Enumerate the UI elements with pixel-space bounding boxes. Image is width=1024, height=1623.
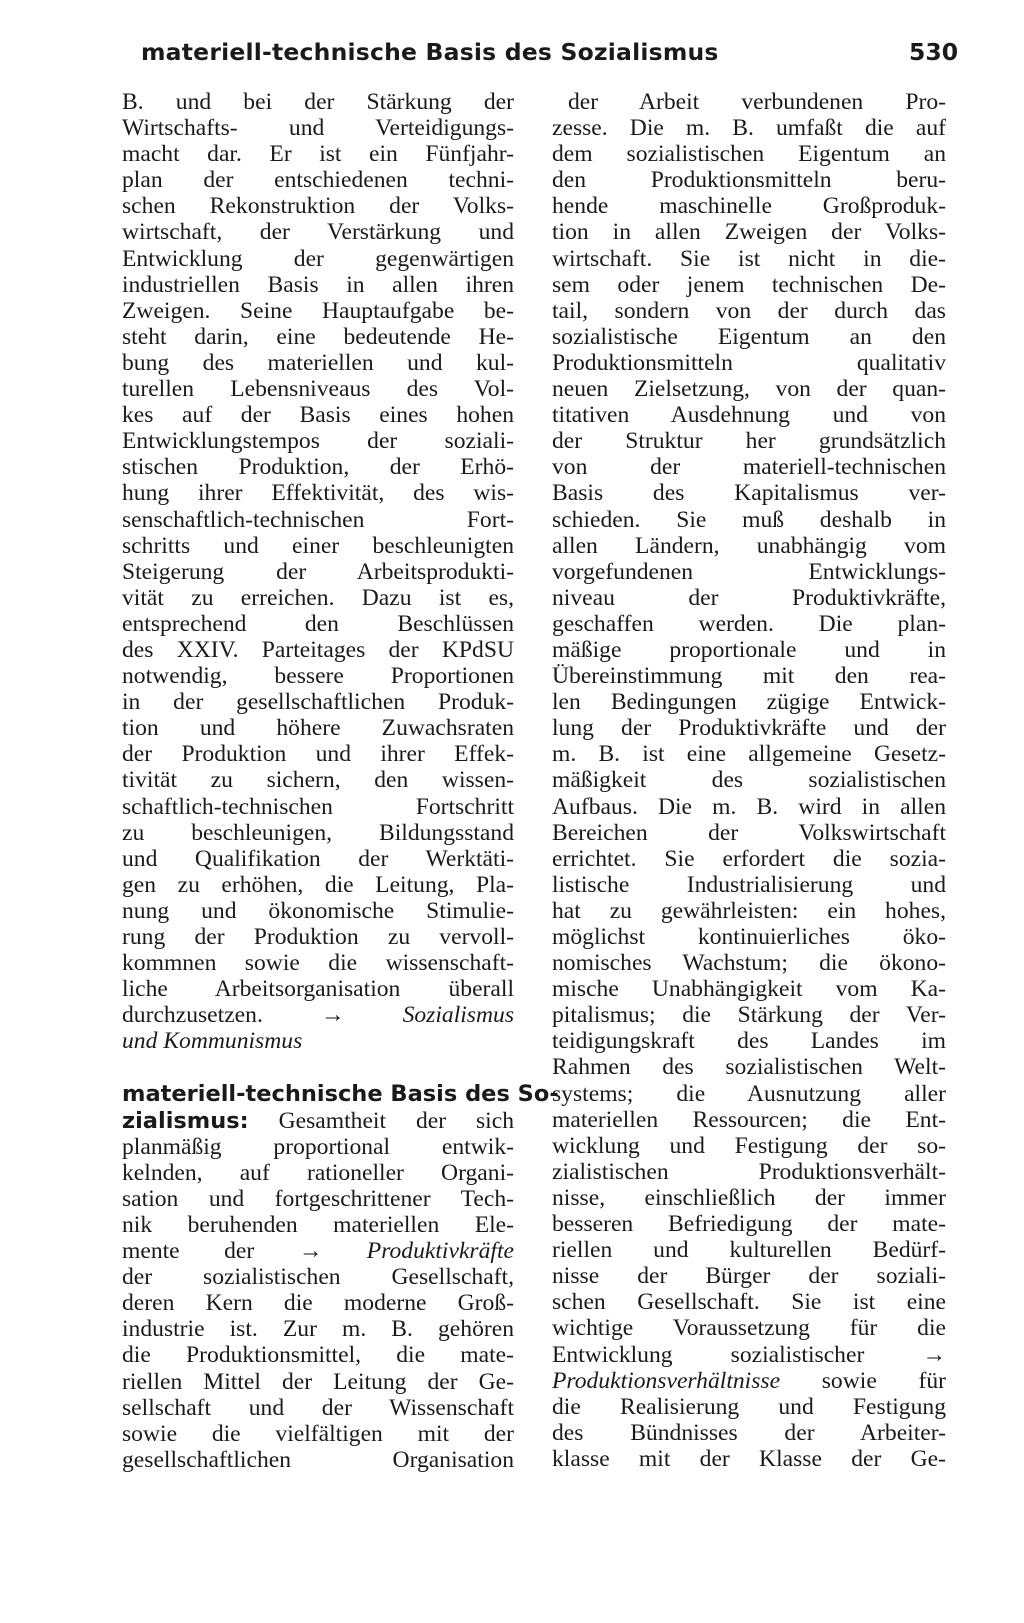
text-line: zialistischen Produktionsverhält- xyxy=(552,1158,946,1185)
text-line: systems; die Ausnutzung aller xyxy=(552,1080,946,1107)
text-line: zu beschleunigen, Bildungsstand xyxy=(122,819,514,846)
text-line: pitalismus; die Stärkung der Ver- xyxy=(552,1002,946,1029)
text-line: titativen Ausdehnung und von xyxy=(552,402,946,429)
text-line: errichtet. Sie erfordert die sozia- xyxy=(552,845,946,872)
text-line: kelnden, auf rationeller Organi- xyxy=(122,1159,514,1186)
text-line: deren Kern die moderne Groß- xyxy=(122,1290,514,1317)
text-line: sem oder jenem technischen De- xyxy=(552,271,946,298)
text-line: len Bedingungen zügige Entwick- xyxy=(552,689,946,716)
text-line: materiellen Ressourcen; die Ent- xyxy=(552,1106,946,1133)
line-text: durchzusetzen. xyxy=(122,1002,263,1029)
text-line: senschaftlich-technischen Fort- xyxy=(122,506,514,533)
text-line-with-xref xyxy=(552,1342,946,1368)
text-line: allen Ländern, unabhängig vom xyxy=(552,532,946,559)
cross-reference-arrow-icon: → xyxy=(922,1341,946,1368)
text-line: vität zu erreichen. Dazu ist es, xyxy=(122,584,514,611)
line-text: sowie für xyxy=(821,1367,946,1394)
text-line: die Produktionsmittel, die mate- xyxy=(122,1342,514,1369)
text-line: von der materiell-technischen xyxy=(552,454,946,481)
text-line: schieden. Sie muß deshalb in xyxy=(552,506,946,533)
page-number: 530 xyxy=(909,38,959,66)
text-line: zesse. Die m. B. umfaßt die auf xyxy=(552,115,946,142)
text-line: lung der Produktivkräfte und der xyxy=(552,715,946,742)
cross-reference-arrow-icon: → xyxy=(298,1238,323,1265)
text-line: schen Gesellschaft. Sie ist eine xyxy=(552,1289,946,1316)
text-line: mäßige proportionale und in xyxy=(552,636,946,663)
text-line: Entwicklung der gegenwärtigen xyxy=(122,245,514,272)
entry-headword: materiell-technische Basis des So- xyxy=(122,1081,559,1108)
text-line: nisse der Bürger der soziali- xyxy=(552,1263,946,1290)
text-line: Steigerung der Arbeitsprodukti- xyxy=(122,558,514,585)
text-line: teidigungskraft des Landes im xyxy=(552,1028,946,1055)
line-text: Gesamtheit der sich xyxy=(278,1107,514,1134)
text-line: sation und fortgeschrittener Tech- xyxy=(122,1185,514,1212)
text-line: tivität zu sichern, den wissen- xyxy=(122,767,514,794)
text-line: sellschaft und der Wissenschaft xyxy=(122,1394,514,1421)
text-line: wirtschaft, der Verstärkung und xyxy=(122,219,514,246)
text-line: mäßigkeit des sozialistischen xyxy=(552,767,946,794)
text-line: niveau der Produktivkräfte, xyxy=(552,584,946,611)
text-line: in der gesellschaftlichen Produk- xyxy=(122,689,514,716)
cross-reference-produktionsverhaeltnisse[interactable]: Produktionsverhältnisse xyxy=(552,1367,781,1394)
text-line: listische Industrialisierung und xyxy=(552,871,946,898)
text-line: hat zu gewährleisten: ein hohes, xyxy=(552,897,946,924)
text-line: Wirtschafts- und Verteidigungs- xyxy=(122,115,514,142)
text-line: möglichst kontinuierliches öko- xyxy=(552,924,946,950)
text-line: den Produktionsmitteln beru- xyxy=(552,167,946,194)
text-line: hende maschinelle Großproduk- xyxy=(552,193,946,220)
text-line: der sozialistischen Gesellschaft, xyxy=(122,1264,514,1291)
text-line: besseren Befriedigung der mate- xyxy=(552,1211,946,1238)
text-line: sowie die vielfältigen mit der xyxy=(122,1420,514,1447)
text-line: notwendig, bessere Proportionen xyxy=(122,663,514,690)
text-line: kommnen sowie die wissenschaft- xyxy=(122,950,514,977)
dictionary-entry xyxy=(122,1081,559,1473)
text-line: bung des materiellen und kul- xyxy=(122,349,514,376)
text-line: des Bündnisses der Arbeiter- xyxy=(552,1419,946,1446)
text-line: schen Rekonstruktion der Volks- xyxy=(122,193,514,220)
text-line: turellen Lebensniveaus des Vol- xyxy=(122,376,514,403)
text-line: vorgefundenen Entwicklungs- xyxy=(552,558,946,585)
text-line: kes auf der Basis eines hohen xyxy=(122,402,514,429)
text-line: sozialistische Eigentum an den xyxy=(552,323,946,350)
right-column xyxy=(552,89,946,1472)
text-line: schaftlich-technischen Fortschritt xyxy=(122,793,514,820)
text-line: nung und ökonomische Stimulie- xyxy=(122,897,514,924)
text-line xyxy=(122,1028,514,1054)
text-line: nomisches Wachstum; die ökono- xyxy=(552,950,946,977)
text-line: macht dar. Er ist ein Fünfjahr- xyxy=(122,141,514,168)
text-line: liche Arbeitsorganisation überall xyxy=(122,976,514,1003)
text-line: wirtschaft. Sie ist nicht in die- xyxy=(552,245,946,272)
entry-gap xyxy=(122,1054,514,1081)
text-line-with-xref xyxy=(122,1002,514,1028)
text-line: B. und bei der Stärkung der xyxy=(122,89,514,115)
cross-reference-kommunismus[interactable]: und Kommunismus xyxy=(122,1028,303,1055)
text-line: der Struktur her grundsätzlich xyxy=(552,428,946,455)
text-line: neuen Zielsetzung, von der quan- xyxy=(552,376,946,403)
text-line: wicklung und Festigung der so- xyxy=(552,1132,946,1159)
text-line: riellen und kulturellen Bedürf- xyxy=(552,1237,946,1264)
text-line: die Realisierung und Festigung xyxy=(552,1393,946,1420)
text-line: plan der entschiedenen techni- xyxy=(122,167,514,194)
text-line: industriellen Basis in allen ihren xyxy=(122,271,514,298)
text-line: industrie ist. Zur m. B. gehören xyxy=(122,1316,514,1343)
text-line: gen zu erhöhen, die Leitung, Pla- xyxy=(122,871,514,898)
headword-line xyxy=(122,1081,559,1108)
text-line: nisse, einschließlich der immer xyxy=(552,1184,946,1211)
text-line: Entwicklungstempos der soziali- xyxy=(122,428,514,455)
line-text: Entwicklung sozialistischer xyxy=(552,1341,865,1368)
text-line: steht darin, eine bedeutende He- xyxy=(122,323,514,350)
text-line: Aufbaus. Die m. B. wird in allen xyxy=(552,793,946,820)
text-line: tail, sondern von der durch das xyxy=(552,297,946,324)
text-line: Übereinstimmung mit den rea- xyxy=(552,663,946,690)
text-line: wichtige Voraussetzung für die xyxy=(552,1315,946,1342)
text-line: tion in allen Zweigen der Volks- xyxy=(552,219,946,246)
cross-reference-arrow-icon: → xyxy=(320,1002,345,1029)
continued-entry-text xyxy=(122,89,514,1054)
running-header: materiell-technische Basis des Sozialismus xyxy=(141,38,719,66)
text-line: planmäßig proportional entwik- xyxy=(122,1133,514,1160)
text-line: rung der Produktion zu vervoll- xyxy=(122,924,514,950)
text-line-with-xref xyxy=(552,1368,946,1394)
entry-headword-end: zialismus: xyxy=(122,1107,249,1134)
text-line: hung ihrer Effektivität, des wis- xyxy=(122,480,514,507)
text-line: dem sozialistischen Eigentum an xyxy=(552,141,946,168)
text-line: mische Unabhängigkeit vom Ka- xyxy=(552,976,946,1003)
text-line: Produktionsmitteln qualitativ xyxy=(552,349,946,376)
text-line: geschaffen werden. Die plan- xyxy=(552,610,946,637)
text-line: Basis des Kapitalismus ver- xyxy=(552,480,946,507)
text-line: entsprechend den Beschlüssen xyxy=(122,610,514,637)
text-line: gesellschaftlichen Organisation xyxy=(122,1446,514,1473)
text-line: der Arbeit verbundenen Pro- xyxy=(568,89,946,115)
text-line: stischen Produktion, der Erhö- xyxy=(122,454,514,481)
text-line: Bereichen der Volkswirtschaft xyxy=(552,819,946,846)
text-line: tion und höhere Zuwachsraten xyxy=(122,715,514,742)
left-column xyxy=(122,89,559,1473)
text-line: riellen Mittel der Leitung der Ge- xyxy=(122,1368,514,1395)
cross-reference-produktivkraefte[interactable]: Produktivkräfte xyxy=(366,1238,514,1265)
text-line: Zweigen. Seine Hauptaufgabe be- xyxy=(122,297,514,324)
text-line: des XXIV. Parteitages der KPdSU xyxy=(122,636,514,663)
text-line: m. B. ist eine allgemeine Gesetz- xyxy=(552,741,946,768)
text-line: klasse mit der Klasse der Ge- xyxy=(552,1445,946,1472)
line-text: mente der xyxy=(122,1238,255,1265)
text-line: nik beruhenden materiellen Ele- xyxy=(122,1211,514,1238)
text-line: und Qualifikation der Werktäti- xyxy=(122,845,514,872)
cross-reference-sozialismus[interactable]: Sozialismus xyxy=(402,1002,514,1029)
text-line xyxy=(122,1108,514,1134)
text-line: schritts und einer beschleunigten xyxy=(122,532,514,559)
text-line: Rahmen des sozialistischen Welt- xyxy=(552,1054,946,1081)
text-line-with-xref xyxy=(122,1238,514,1264)
text-line: der Produktion und ihrer Effek- xyxy=(122,741,514,768)
